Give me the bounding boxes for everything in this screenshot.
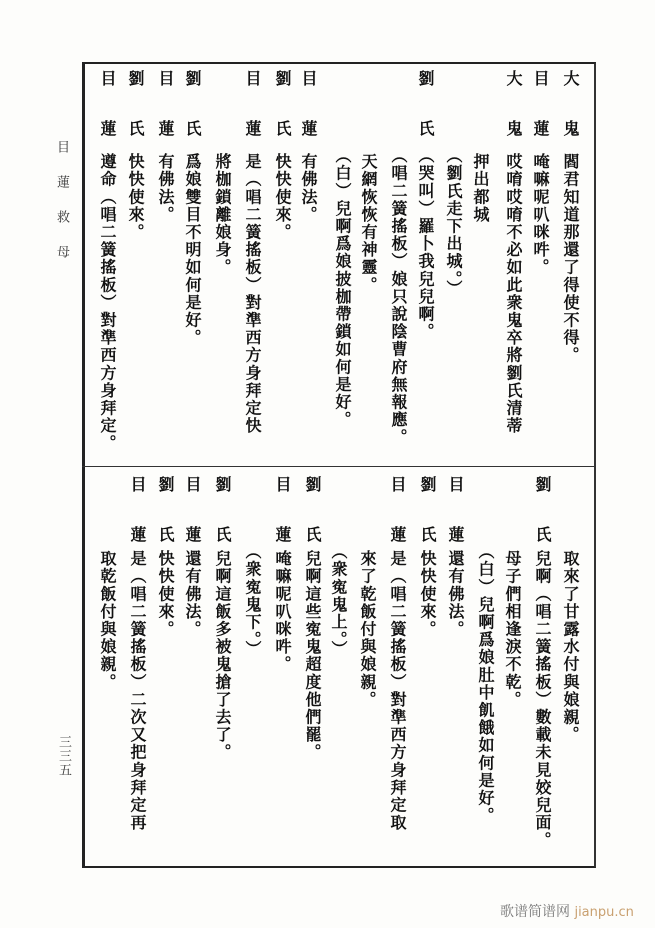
dialogue-line: （白）兒啊爲娘肚中飢餓如何是好。 [476,543,495,825]
dialogue-line: 快快使來。 [156,550,175,638]
page-number: 三三五 [56,735,71,777]
speaker-name: 目蓮 [183,476,202,576]
speaker-name: 劉氏 [213,476,232,576]
speaker-name: 目蓮 [156,70,175,170]
dialogue-line: 是（唱二簧搖板）對準西方身拜定取 [388,550,407,832]
dialogue-line: 是（唱二簧搖板）二次又把身拜定再 [128,550,147,832]
speaker-name: 劉氏 [183,70,202,170]
dialogue-line: 取乾飯付與娘親。 [98,550,117,691]
speaker-name: 大鬼 [561,70,580,170]
dialogue-line: 將枷鎖離娘身。 [213,153,232,277]
dialogue-line: 還有佛法。 [446,550,465,638]
speaker-name: 目蓮 [98,70,117,170]
speaker-name: 大鬼 [504,70,523,170]
speaker-name: 劉氏 [156,476,175,576]
dialogue-line: 還有佛法。 [183,550,202,638]
margin-title: 目蓮救母 [54,140,69,280]
dialogue-line: 是（唱二簧搖板）對準西方身拜定快 [243,153,262,435]
section-divider [82,466,596,467]
speaker-name: 目蓮 [243,70,262,170]
watermark-url: jianpu.cn [574,905,634,920]
dialogue-line: 來了乾飯付與娘親。 [358,550,377,709]
dialogue-line: 天網恢恢有神靈。 [359,153,378,294]
dialogue-line: 兒啊（唱二簧搖板）數載未見姣兒面。 [533,550,552,850]
dialogue-line: 快快使來。 [273,153,292,241]
dialogue-line: 取來了甘露水付與娘親。 [561,550,580,744]
dialogue-line: 兒啊這飯多被鬼搶了去了。 [213,550,232,762]
speaker-name: 劉氏 [533,476,552,576]
dialogue-line: 押出都城 [471,153,490,224]
dialogue-line: 母子們相逢淚不乾。 [503,550,522,709]
dialogue-line: 兒啊這些寃鬼超度他們罷。 [303,550,322,762]
speaker-name: 劉氏 [418,476,437,576]
speaker-name: 目蓮 [128,476,147,576]
dialogue-line: 唵嘛呢叭咪吽。 [273,550,292,674]
speaker-name: 目蓮 [388,476,407,576]
speaker-name: 劉氏 [126,70,145,170]
watermark [500,901,634,921]
stage-direction: （劉氏走下出城。） [444,147,463,298]
dialogue-line: （哭叫）羅卜我兒兒啊。 [416,147,435,341]
dialogue-line: 快快使來。 [126,153,145,241]
stage-direction: （衆寃鬼上。） [329,543,348,659]
speaker-name: 目蓮 [299,70,318,170]
dialogue-line: 快快使來。 [418,550,437,638]
dialogue-line: （白）兒啊爲娘披枷帶鎖如何是好。 [333,147,352,429]
dialogue-line: 唵嘛呢叭咪吽。 [531,153,550,277]
dialogue-line: 哎唷哎唷不必如此衆鬼卒將劉氏清蒂 [504,153,523,435]
watermark-site: 歌谱简谱网 [500,904,570,920]
speaker-name: 劉氏 [416,70,435,170]
dialogue-line: 有佛法。 [156,153,175,224]
dialogue-line: 爲娘雙目不明如何是好。 [183,153,202,347]
dialogue-line: 有佛法。 [299,153,318,224]
stage-direction: （衆寃鬼下。） [243,543,262,659]
dialogue-line: 遵命（唱二簧搖板）對準西方身拜定。 [98,153,117,453]
speaker-name: 目蓮 [273,476,292,576]
speaker-name: 目蓮 [531,70,550,170]
speaker-name: 劉氏 [273,70,292,170]
speaker-name: 劉氏 [303,476,322,576]
dialogue-line: 閻君知道那還了得使不得。 [561,153,580,365]
dialogue-line: （唱二簧搖板）娘只說陰曹府無報應。 [389,147,408,447]
speaker-name: 目蓮 [446,476,465,576]
